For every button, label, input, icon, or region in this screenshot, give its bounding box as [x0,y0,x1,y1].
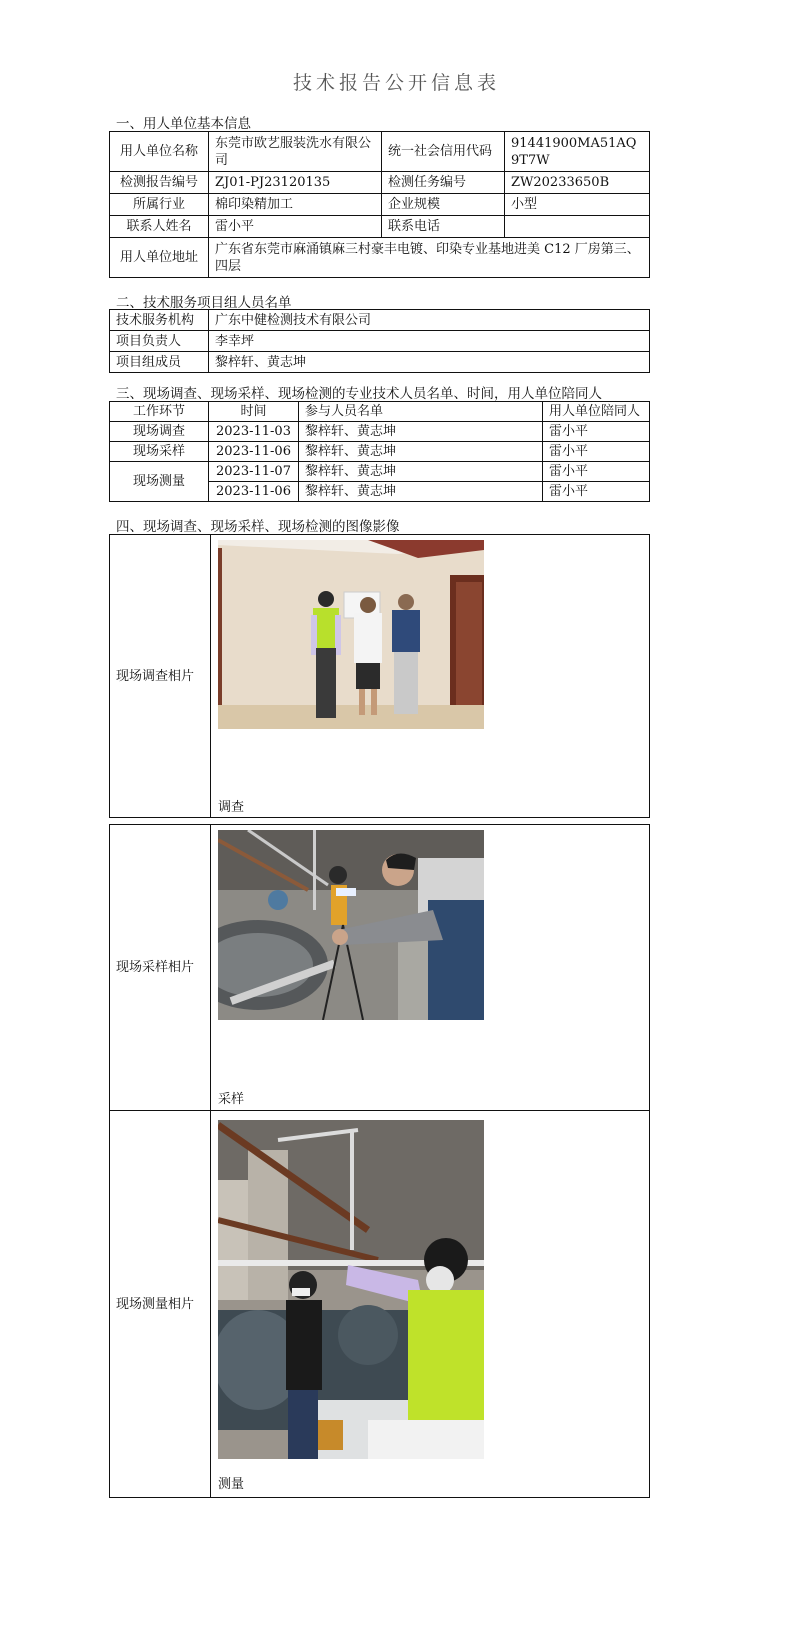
table-row [110,352,650,373]
photo-label: 现场测量相片 [110,1111,211,1498]
column-header: 工作环节 [110,402,209,422]
table-row [110,442,650,462]
project-team-table [109,309,650,373]
label-cell: 项目负责人 [110,331,209,352]
address-value: 广东省东莞市麻涌镇麻三村豪丰电镀、印染专业基地进美 C12 厂房第三、四层 [209,238,650,278]
label-cell: 联系人姓名 [110,216,209,238]
photo-cell [211,535,650,818]
label-cell: 技术服务机构 [110,310,209,331]
table-row [110,310,650,331]
label-cell: 联系电话 [382,216,505,238]
value-cell [505,216,650,238]
value-cell: 小型 [505,194,650,216]
table-row [110,422,650,442]
table-row [110,331,650,352]
value-cell: 91441900MA51AQ9T7W [505,132,650,172]
value-cell: 东莞市欧艺服装洗水有限公司 [209,132,382,172]
date-cell: 2023-11-07 [209,462,299,482]
table-row [110,172,650,194]
section4-heading: 四、现场调查、现场采样、现场检测的图像影像 [116,519,400,535]
table-row [110,462,650,482]
value-cell: ZW20233650B [505,172,650,194]
value-cell: ZJ01-PJ23120135 [209,172,382,194]
stage-cell: 现场调查 [110,422,209,442]
members-cell: 黎梓轩、黄志坤 [299,462,543,482]
label-cell: 检测任务编号 [382,172,505,194]
photo-table-survey [109,534,650,818]
date-cell: 2023-11-06 [209,442,299,462]
measurement-photo [218,1120,484,1459]
photo-cell [211,825,650,1111]
value-cell: 广东中健检测技术有限公司 [209,310,650,331]
basic-info-table [109,131,650,278]
table-row [110,194,650,216]
table-row [110,132,650,172]
escort-cell: 雷小平 [543,442,650,462]
stage-cell: 现场测量 [110,462,209,502]
table-row [110,1111,650,1498]
label-cell: 检测报告编号 [110,172,209,194]
table-row [110,216,650,238]
photo-caption: 测量 [218,1477,245,1492]
value-cell: 李幸坪 [209,331,650,352]
label-cell: 所属行业 [110,194,209,216]
escort-cell: 雷小平 [543,482,650,502]
label-cell: 统一社会信用代码 [382,132,505,172]
survey-photo [218,540,484,729]
escort-cell: 雷小平 [543,422,650,442]
label-cell: 用人单位名称 [110,132,209,172]
section3-heading: 三、现场调查、现场采样、现场检测的专业技术人员名单、时间，用人单位陪同人 [116,386,602,402]
members-cell: 黎梓轩、黄志坤 [299,422,543,442]
column-header: 时间 [209,402,299,422]
value-cell: 雷小平 [209,216,382,238]
table-row [110,825,650,1111]
photo-label: 现场采样相片 [110,825,211,1111]
photo-caption: 调查 [218,800,245,815]
section2-heading: 二、技术服务项目组人员名单 [116,295,292,311]
document-title: 技术报告公开信息表 [292,72,500,94]
label-cell: 企业规模 [382,194,505,216]
personnel-schedule-table [109,401,650,502]
section1-heading: 一、用人单位基本信息 [116,116,251,132]
photo-cell [211,1111,650,1498]
photo-table-sampling-measurement [109,824,650,1498]
members-cell: 黎梓轩、黄志坤 [299,482,543,502]
column-header: 参与人员名单 [299,402,543,422]
table-row [110,238,650,278]
stage-cell: 现场采样 [110,442,209,462]
table-header-row [110,402,650,422]
members-cell: 黎梓轩、黄志坤 [299,442,543,462]
value-cell: 黎梓轩、黄志坤 [209,352,650,373]
sampling-photo [218,830,484,1020]
label-cell: 项目组成员 [110,352,209,373]
value-cell: 棉印染精加工 [209,194,382,216]
date-cell: 2023-11-06 [209,482,299,502]
table-row [110,535,650,818]
address-label: 用人单位地址 [110,238,209,278]
escort-cell: 雷小平 [543,462,650,482]
photo-caption: 采样 [218,1092,245,1107]
date-cell: 2023-11-03 [209,422,299,442]
photo-label: 现场调查相片 [110,535,211,818]
column-header: 用人单位陪同人 [543,402,650,422]
